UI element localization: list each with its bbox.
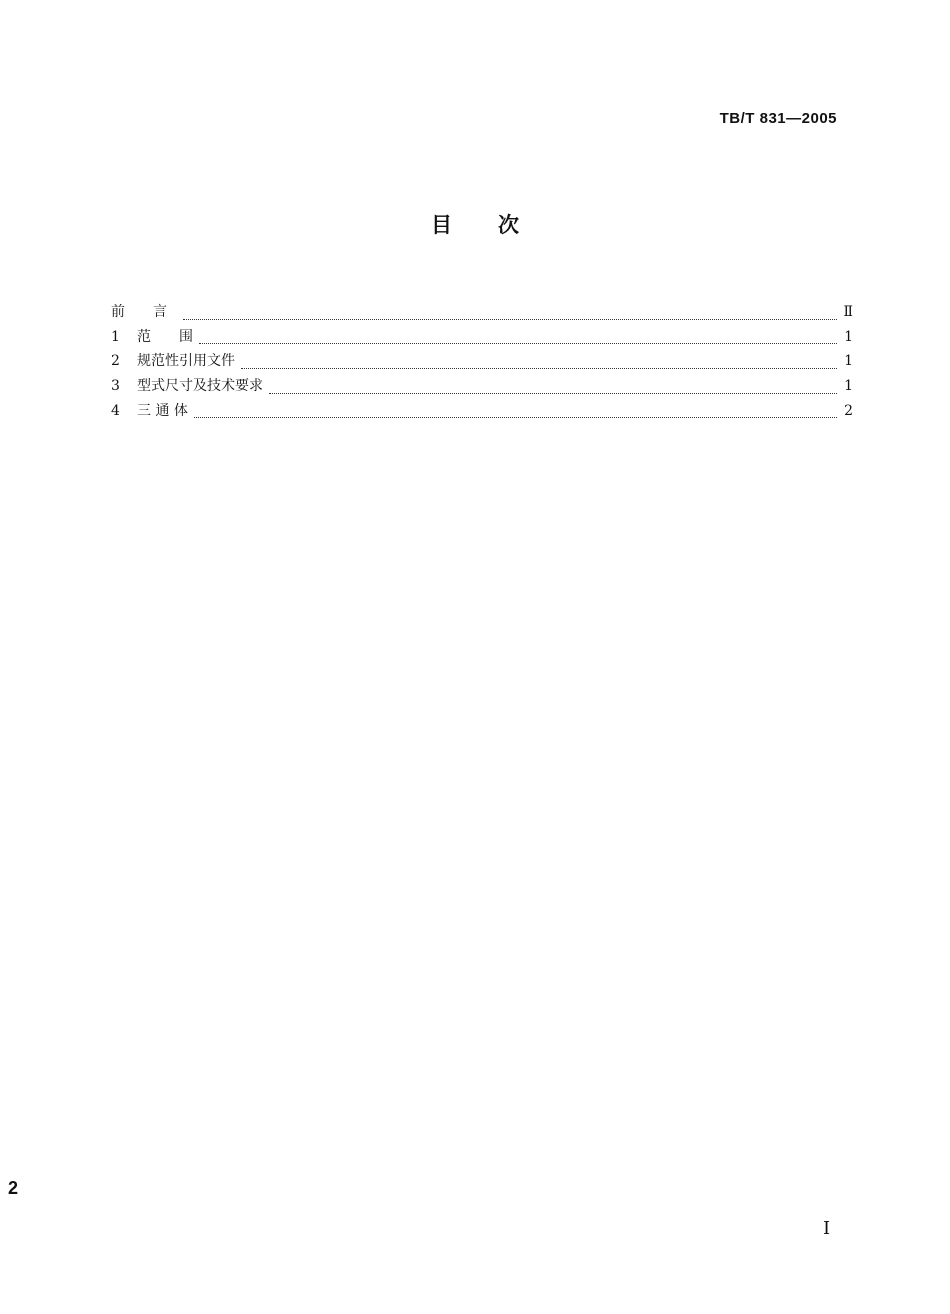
page-title-left: 目 xyxy=(431,213,452,237)
table-of-contents xyxy=(111,300,853,423)
toc-entry[interactable] xyxy=(111,325,853,350)
toc-leader-dots xyxy=(183,319,837,320)
page-title-right: 次 xyxy=(498,213,519,237)
side-page-mark: 2 xyxy=(8,1178,19,1198)
toc-entry-label: 规范性引用文件 xyxy=(137,353,235,370)
toc-leader-dots xyxy=(241,368,837,369)
document-code: TB/T 831—2005 xyxy=(719,110,837,127)
toc-entry[interactable] xyxy=(111,399,853,424)
toc-entry-label: 三 通 体 xyxy=(137,402,188,419)
toc-entry-page: 1 xyxy=(844,378,853,395)
toc-entry-label: 型式尺寸及技术要求 xyxy=(137,378,263,395)
toc-leader-dots xyxy=(269,393,837,394)
toc-entry[interactable] xyxy=(111,374,853,399)
toc-entry-number: 2 xyxy=(111,353,120,370)
toc-entry-page: 2 xyxy=(844,402,853,419)
toc-entry-page: Ⅱ xyxy=(843,304,853,320)
toc-leader-dots xyxy=(199,343,837,344)
toc-entry-page: 1 xyxy=(844,353,853,370)
toc-entry-number: 3 xyxy=(111,378,120,395)
page-title xyxy=(0,209,950,239)
toc-entry[interactable] xyxy=(111,300,853,325)
toc-entry-label: 范 围 xyxy=(137,328,193,345)
toc-entry-number: 1 xyxy=(111,328,120,345)
page-number: I xyxy=(823,1218,831,1239)
toc-leader-dots xyxy=(194,417,837,418)
toc-entry-label: 前 言 xyxy=(111,304,167,320)
toc-entry-page: 1 xyxy=(844,328,853,345)
toc-entry-number: 4 xyxy=(111,402,120,419)
toc-entry[interactable] xyxy=(111,349,853,374)
